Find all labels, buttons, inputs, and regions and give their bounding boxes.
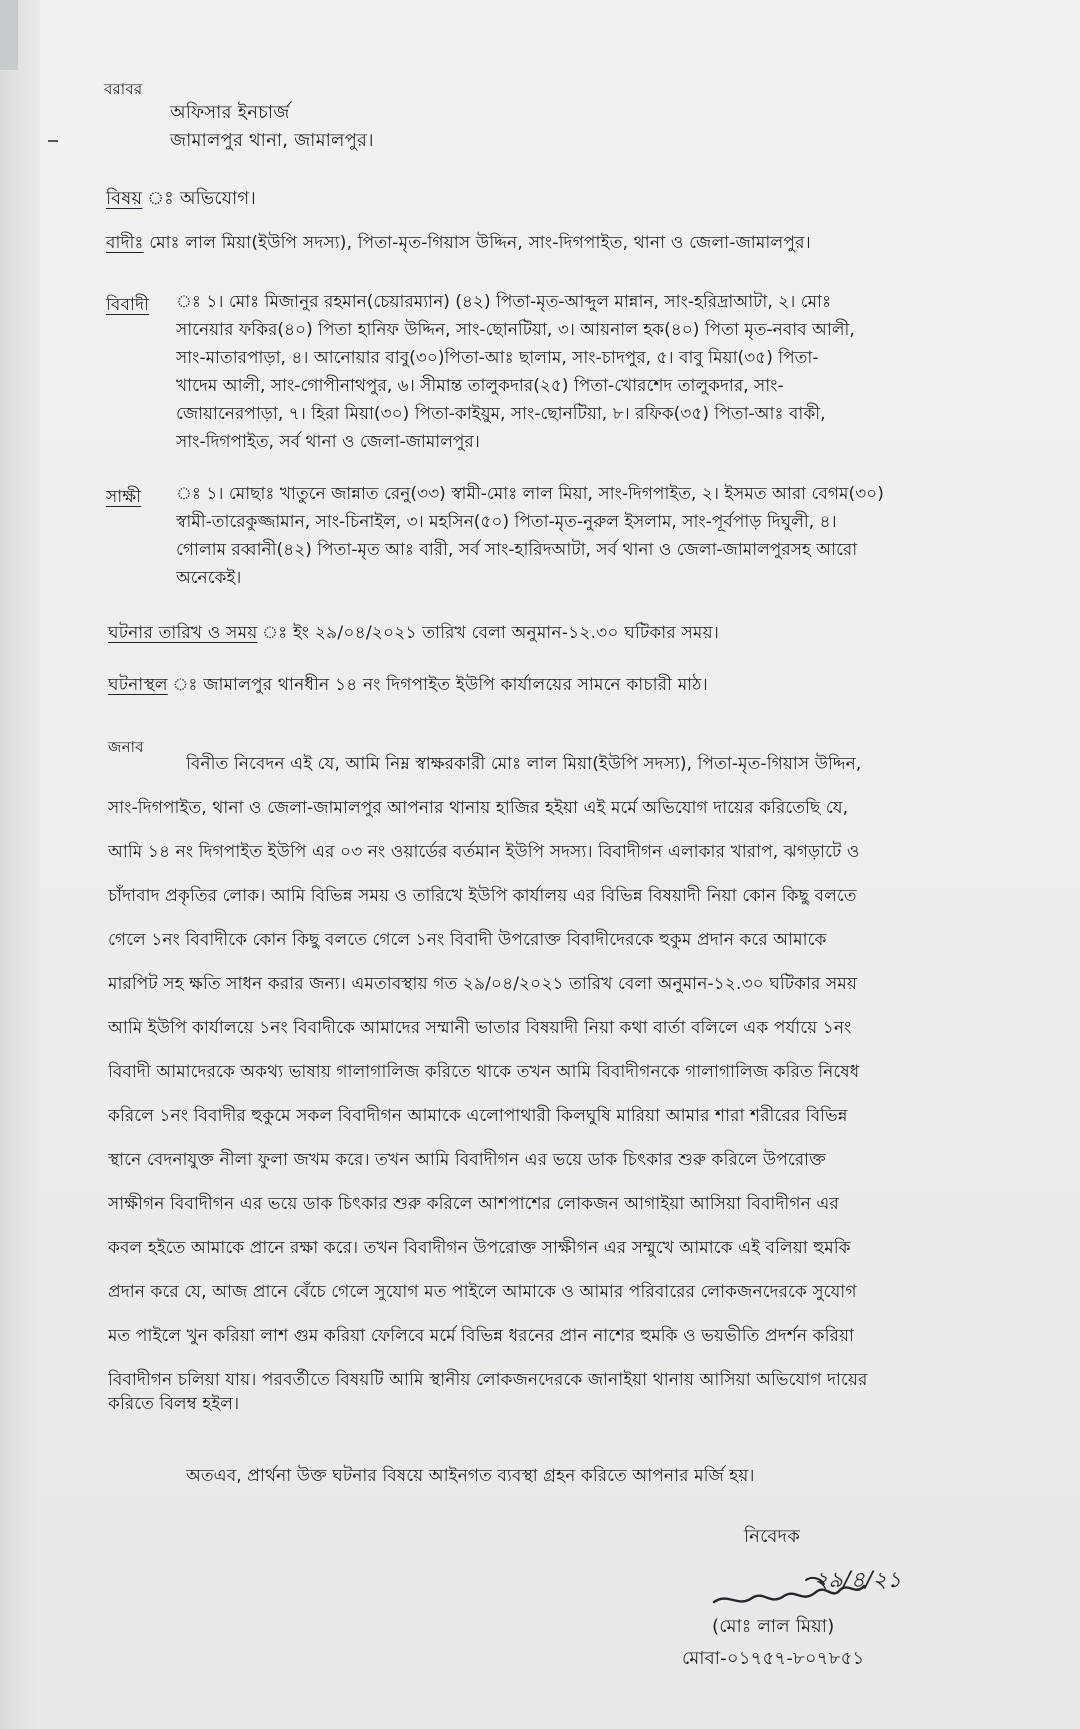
margin-mark: [48, 140, 58, 142]
complainant-line: [106, 230, 811, 256]
accused-line-6: সাং-দিগপাইত, সর্ব থানা ও জেলা-জামালপুর।: [176, 432, 480, 452]
body-line-16: করিতে বিলম্ব হইল।: [108, 1394, 240, 1414]
witness-label: সাক্ষী: [106, 487, 142, 507]
incident-place-value: ঃ জামালপুর থানধীন ১৪ নং দিগপাইত ইউপি কার্যালয়ের সামনে কাচারী মাঠ।: [197, 675, 708, 695]
accused-line-5: জোয়ানেরপাড়া, ৭। হিরা মিয়া(৩০) পিতা-কাইয়ুম, সাং-ছোনটিয়া, ৮। রফিক(৩৫) পিতা-আঃ বাকী,: [176, 404, 826, 424]
accused-line-4: খাদেম আলী, সাং-গোপীনাথপুর, ৬। সীমান্ত তালুকদার(২৫) পিতা-খোরশেদ তালুকদার, সাং-: [176, 376, 784, 396]
body-line-11: সাক্ষীগন বিবাদীগন এর ভয়ে ডাক চিৎকার শুরু করিলে আশপাশের লোকজন আগাইয়া আসিয়া বিবাদীগন এর: [108, 1194, 839, 1214]
page-corner: [0, 0, 18, 70]
incident-time-value: ঃ ইং ২৯/০৪/২০২১ তারিখ বেলা অনুমান-১২.৩০ ঘটিকার সময়।: [287, 623, 720, 643]
witness-line-3: গোলাম রব্বানী(৪২) পিতা-মৃত আঃ বারী, সর্ব সাং-হারিদআটা, সর্ব থানা ও জেলা-জামালপুরসহ আরো: [176, 540, 858, 560]
signer-name: (মোঃ লাল মিয়া): [712, 1616, 835, 1637]
accused-line-1: ঃ ১। মোঃ মিজানুর রহমান(চেয়ারম্যান) (৪২) পিতা-মৃত-আব্দুল মান্নান, সাং-হরিদ্রাআটা, ২। মোঃ: [176, 292, 832, 312]
to-label: বরাবর: [104, 80, 143, 98]
witness-line-4: অনেকেই।: [176, 568, 242, 588]
body-line-14: মত পাইলে খুন করিয়া লাশ গুম করিয়া ফেলিবে মর্মে বিভিন্ন ধরনের প্রান নাশের হুমকি ও ভয়ভীতি প্রদর্শন করিয়া: [108, 1326, 855, 1346]
body-line-12: কবল হইতে আমাকে প্রানে রক্ষা করে। তখন বিবাদীগন উপরোক্ত সাক্ষীগন এর সম্মুখে আমাকে এই বলিয়া হুমকি: [108, 1238, 851, 1258]
accused-label: বিবাদী: [106, 295, 150, 315]
accused-line-2: সানেয়ার ফকির(৪০) পিতা হানিফ উদ্দিন, সাং-ছোনটিয়া, ৩। আয়নাল হক(৪০) পিতা মৃত-নবাব আলী,: [176, 320, 855, 340]
incident-place-line: [108, 672, 708, 698]
body-line-10: স্থানে বেদনাযুক্ত নীলা ফুলা জখম করে। তখন আমি বিবাদীগন এর ভয়ে ডাক চিৎকার শুরু করিলে উপরোক্ত: [108, 1150, 826, 1170]
signature-label: নিবেদক: [744, 1526, 800, 1547]
salutation: জনাব: [108, 738, 144, 756]
body-line-3: আমি ১৪ নং দিগপাইত ইউপি এর ০৩ নং ওয়ার্ডের বর্তমান ইউপি সদস্য। বিবাদীগন এলাকার খারাপ, ঝগড়াটে ও: [108, 842, 860, 862]
witness-line-2: স্বামী-তারেকুজ্জামান, সাং-চিনাইল, ৩। মহসিন(৫০) পিতা-মৃত-নুরুল ইসলাম, সাং-পূর্বপাড় দিঘুলী, ৪।: [176, 512, 837, 532]
closing-line: অতএব, প্রার্থনা উক্ত ঘটনার বিষয়ে আইনগত ব্যবস্থা গ্রহন করিতে আপনার মর্জি হয়।: [186, 1466, 755, 1486]
signer-phone: মোবা-০১৭৫৭-৮০৭৮৫১: [682, 1648, 865, 1669]
accused-line-3: সাং-মাতারপাড়া, ৪। আনোয়ার বাবু(৩০)পিতা-আঃ ছালাম, সাং-চাদপুর, ৫। বাবু মিয়া(৩৫) পিতা-: [176, 348, 819, 368]
witness-line-1: ঃ ১। মোছাঃ খাতুনে জান্নাত রেনু(৩৩) স্বামী-মোঃ লাল মিয়া, সাং-দিগপাইত, ২। ইসমত আরা বেগম(৩০): [176, 484, 884, 504]
body-line-5: গেলে ১নং বিবাদীকে কোন কিছু বলতে গেলে ১নং বিবাদী উপরোক্ত বিবাদীদেরকে হুকুম প্রদান করে আমাকে: [108, 930, 827, 950]
body-line-9: করিলে ১নং বিবাদীর হুকুমে সকল বিবাদীগন আমাকে এলোপাথারী কিলঘুষি মারিয়া আমার শারা শরীরের বিভিন্ন: [108, 1106, 848, 1126]
body-line-6: মারপিট সহ ক্ষতি সাধন করার জন্য। এমতাবস্থায় গত ২৯/০৪/২০২১ তারিখ বেলা অনুমান-১২.৩০ ঘটিকার সময়: [108, 974, 857, 994]
body-line-13: প্রদান করে যে, আজ প্রানে বেঁচে গেলে সুযোগ মত পাইলে আমাকে ও আমার পরিবারের লোকজনদেরকে সুযোগ: [108, 1282, 857, 1302]
complainant-label: বাদীঃ: [106, 233, 144, 253]
subject-value: ঃ অভিযোগ।: [173, 188, 257, 209]
subject-line: [106, 186, 256, 212]
body-line-15: বিবাদীগন চলিয়া যায়। পরবর্তীতে বিষয়টি আমি স্থানীয় লোকজনদেরকে জানাইয়া থানায় আসিয়া অভিযোগ দায়ের: [108, 1370, 868, 1390]
recipient-title: অফিসার ইনচার্জ: [170, 102, 290, 123]
body-line-7: আমি ইউপি কার্যালয়ে ১নং বিবাদীকে আমাদের সম্মানী ভাতার বিষয়াদী নিয়া কথা বার্তা বলিলে এক পর্যায়ে ১নং: [108, 1018, 852, 1038]
recipient-station: জামালপুর থানা, জামালপুর।: [170, 130, 374, 151]
signature-date: ২৯/৪/২১: [814, 1568, 902, 1593]
body-line-1: বিনীত নিবেদন এই যে, আমি নিম্ন স্বাক্ষরকারী মোঃ লাল মিয়া(ইউপি সদস্য), পিতা-মৃত-গিয়াস উদ্দিন,: [186, 754, 862, 774]
body-line-8: বিবাদী আমাদেরকে অকথ্য ভাষায় গালাগালিজ করিতে থাকে তখন আমি বিবাদীগনকে গালাগালিজ করিত নিষেধ: [108, 1062, 860, 1082]
incident-time-line: [108, 620, 719, 646]
subject-label: বিষয়: [106, 188, 143, 209]
paper-fold-shadow: [0, 0, 40, 1729]
body-line-2: সাং-দিগপাইত, থানা ও জেলা-জামালপুর আপনার থানায় হাজির হইয়া এই মর্মে অভিযোগ দায়ের করিতেছি যে,: [108, 798, 849, 818]
incident-place-label: ঘটনাস্থল: [108, 675, 168, 695]
incident-time-label: ঘটনার তারিখ ও সময়: [108, 623, 258, 643]
body-line-4: চাঁদাবাদ প্রকৃতির লোক। আমি বিভিন্ন সময় ও তারিখে ইউপি কার্যালয় এর বিভিন্ন বিষয়াদী নিয়া কোন কিছু বলতে: [108, 886, 857, 906]
complainant-value: মোঃ লাল মিয়া(ইউপি সদস্য), পিতা-মৃত-গিয়াস উদ্দিন, সাং-দিগপাইত, থানা ও জেলা-জামালপুর।: [149, 233, 811, 253]
